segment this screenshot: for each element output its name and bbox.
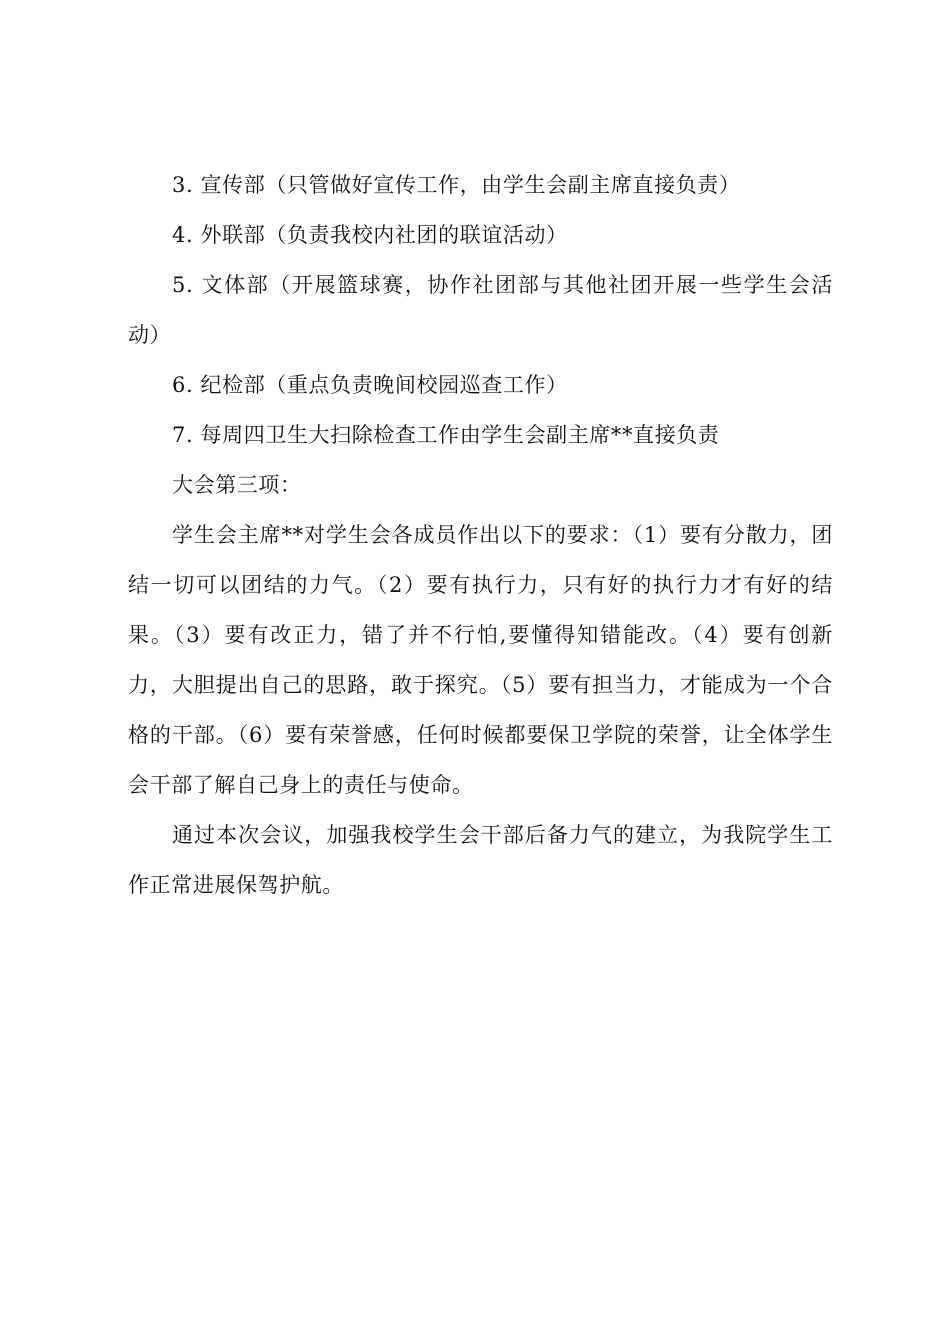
list-item-discipline-dept: 6. 纪检部（重点负责晚间校园巡查工作） <box>172 373 568 397</box>
list-item-external-relations-dept: 4. 外联部（负责我校内社团的联谊活动） <box>172 223 568 247</box>
document-body <box>128 160 833 910</box>
list-item-weekly-cleaning: 7. 每周四卫生大扫除检查工作由学生会副主席**直接负责 <box>172 423 720 447</box>
list-item-sports-culture-dept: 5. 文体部（开展篮球赛，协作社团部与其他社团开展一些学生会活动） <box>128 273 833 347</box>
section-heading-third-item: 大会第三项： <box>172 473 302 497</box>
paragraph-requirements: 学生会主席**对学生会各成员作出以下的要求：（1）要有分散力，团结一切可以团结的力气。（2）要有执行力，只有好的执行力才有好的结果。（3）要有改正力，错了并不行怕,要懂得知错能改。（4）要有创新力，大胆提出自己的思路，敢于探究。（5）要有担当力，才能成为一个合格的干部。（6）要有荣誉感，任何时候都要保卫学院的荣誉，让全体学生会干部了解自己身上的责任与使命。 <box>128 523 833 797</box>
list-item-propaganda-dept: 3. 宣传部（只管做好宣传工作，由学生会副主席直接负责） <box>172 173 741 197</box>
paragraph-conclusion: 通过本次会议，加强我校学生会干部后备力气的建立，为我院学生工作正常进展保驾护航。 <box>128 823 833 897</box>
